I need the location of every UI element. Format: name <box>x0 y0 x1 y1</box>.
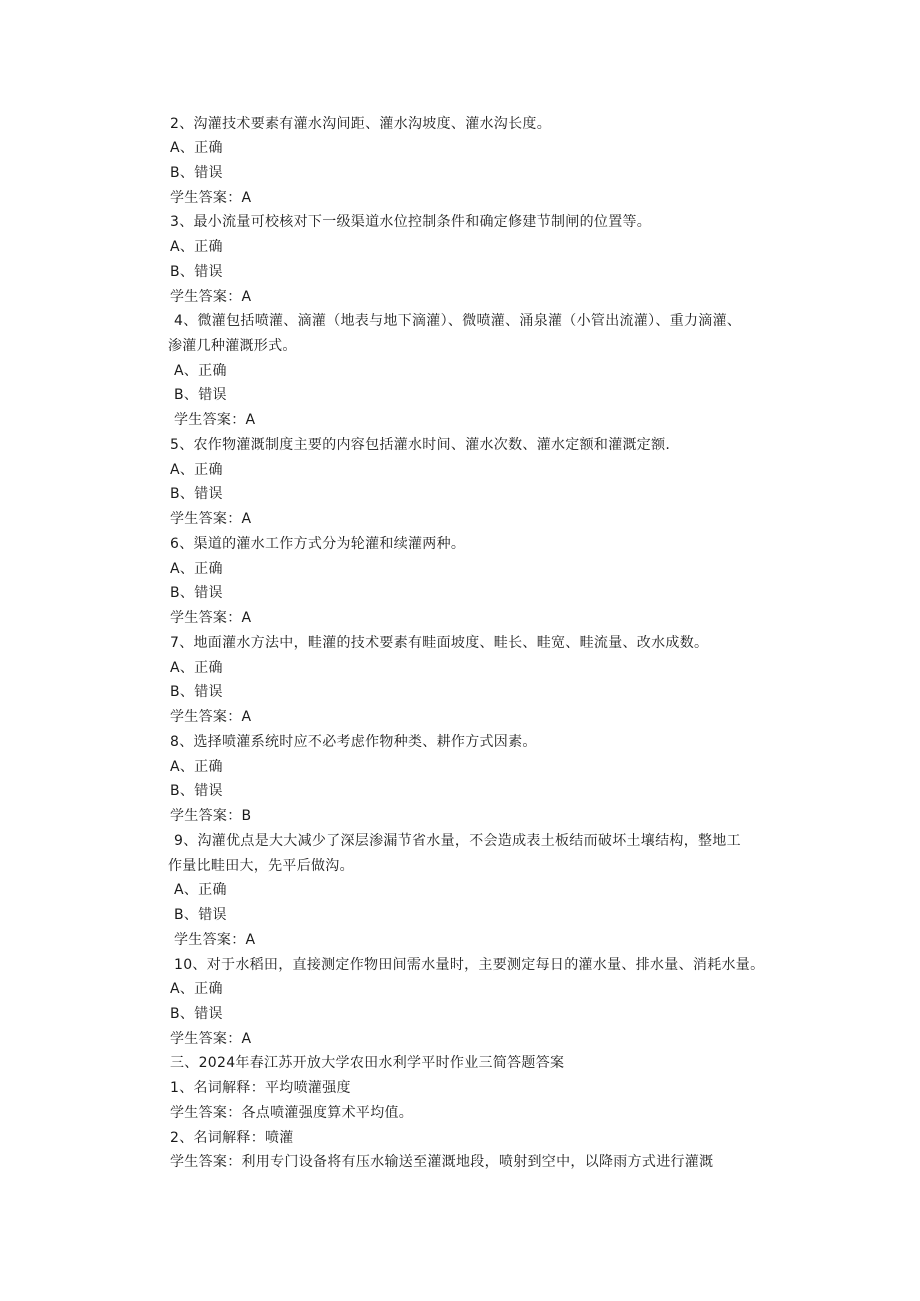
short-answer-1-question: 1、名词解释：平均喷灌强度 <box>170 1080 351 1096</box>
question-4-answer: 学生答案：A <box>174 412 256 428</box>
question-2-option-a: A、正确 <box>170 140 223 156</box>
question-8-option-a: A、正确 <box>170 759 223 775</box>
question-2-answer: 学生答案：A <box>170 190 252 206</box>
question-7-answer: 学生答案：A <box>170 709 252 725</box>
question-4-option-b: B、错误 <box>174 387 227 403</box>
question-6-answer: 学生答案：A <box>170 610 252 626</box>
question-10-text: 10、对于水稻田，直接测定作物田间需水量时，主要测定每日的灌水量、排水量、消耗水量。 <box>174 957 765 973</box>
question-9-answer: 学生答案：A <box>174 932 256 948</box>
question-6-text: 6、渠道的灌水工作方式分为轮灌和续灌两种。 <box>170 536 466 552</box>
question-5-option-b: B、错误 <box>170 486 223 502</box>
question-6-option-a: A、正确 <box>170 561 223 577</box>
question-10-option-a: A、正确 <box>170 981 223 997</box>
short-answer-2-question: 2、名词解释：喷灌 <box>170 1130 294 1146</box>
question-3-text: 3、最小流量可校核对下一级渠道水位控制条件和确定修建节制闸的位置等。 <box>170 214 652 230</box>
question-7-option-a: A、正确 <box>170 660 223 676</box>
question-3-option-a: A、正确 <box>170 239 223 255</box>
question-10-answer: 学生答案：A <box>170 1031 252 1047</box>
question-3-option-b: B、错误 <box>170 264 223 280</box>
question-7-option-b: B、错误 <box>170 684 223 700</box>
short-answer-2-answer: 学生答案：利用专门设备将有压水输送至灌溉地段，喷射到空中，以降雨方式进行灌溉 <box>170 1154 714 1170</box>
question-6-option-b: B、错误 <box>170 585 223 601</box>
question-9-option-a: A、正确 <box>174 882 227 898</box>
question-9-text-cont: 作量比畦田大，先平后做沟。 <box>168 858 354 874</box>
section-three-heading: 三、2024年春江苏开放大学农田水利学平时作业三简答题答案 <box>170 1055 565 1071</box>
question-5-option-a: A、正确 <box>170 462 223 478</box>
question-7-text: 7、地面灌水方法中，畦灌的技术要素有畦面坡度、畦长、畦宽、畦流量、改水成数。 <box>170 635 709 651</box>
question-9-text: 9、沟灌优点是大大减少了深层渗漏节省水量，不会造成表土板结而破坏土壤结构，整地工 <box>174 833 741 849</box>
question-4-text-cont: 渗灌几种灌溉形式。 <box>168 338 297 354</box>
question-8-text: 8、选择喷灌系统时应不必考虑作物种类、耕作方式因素。 <box>170 734 537 750</box>
question-2-option-b: B、错误 <box>170 165 223 181</box>
question-8-option-b: B、错误 <box>170 783 223 799</box>
question-10-option-b: B、错误 <box>170 1006 223 1022</box>
question-8-answer: 学生答案：B <box>170 808 252 824</box>
question-5-answer: 学生答案：A <box>170 511 252 527</box>
question-2-text: 2、沟灌技术要素有灌水沟间距、灌水沟坡度、灌水沟长度。 <box>170 116 552 132</box>
question-3-answer: 学生答案：A <box>170 289 252 305</box>
question-4-text: 4、微灌包括喷灌、滴灌（地表与地下滴灌）、微喷灌、涌泉灌（小管出流灌）、重力滴灌、 <box>174 313 742 329</box>
question-4-option-a: A、正确 <box>174 363 227 379</box>
question-5-text: 5、农作物灌溉制度主要的内容包括灌水时间、灌水次数、灌水定额和灌溉定额. <box>170 437 671 453</box>
question-9-option-b: B、错误 <box>174 907 227 923</box>
short-answer-1-answer: 学生答案：各点喷灌强度算术平均值。 <box>170 1105 414 1121</box>
